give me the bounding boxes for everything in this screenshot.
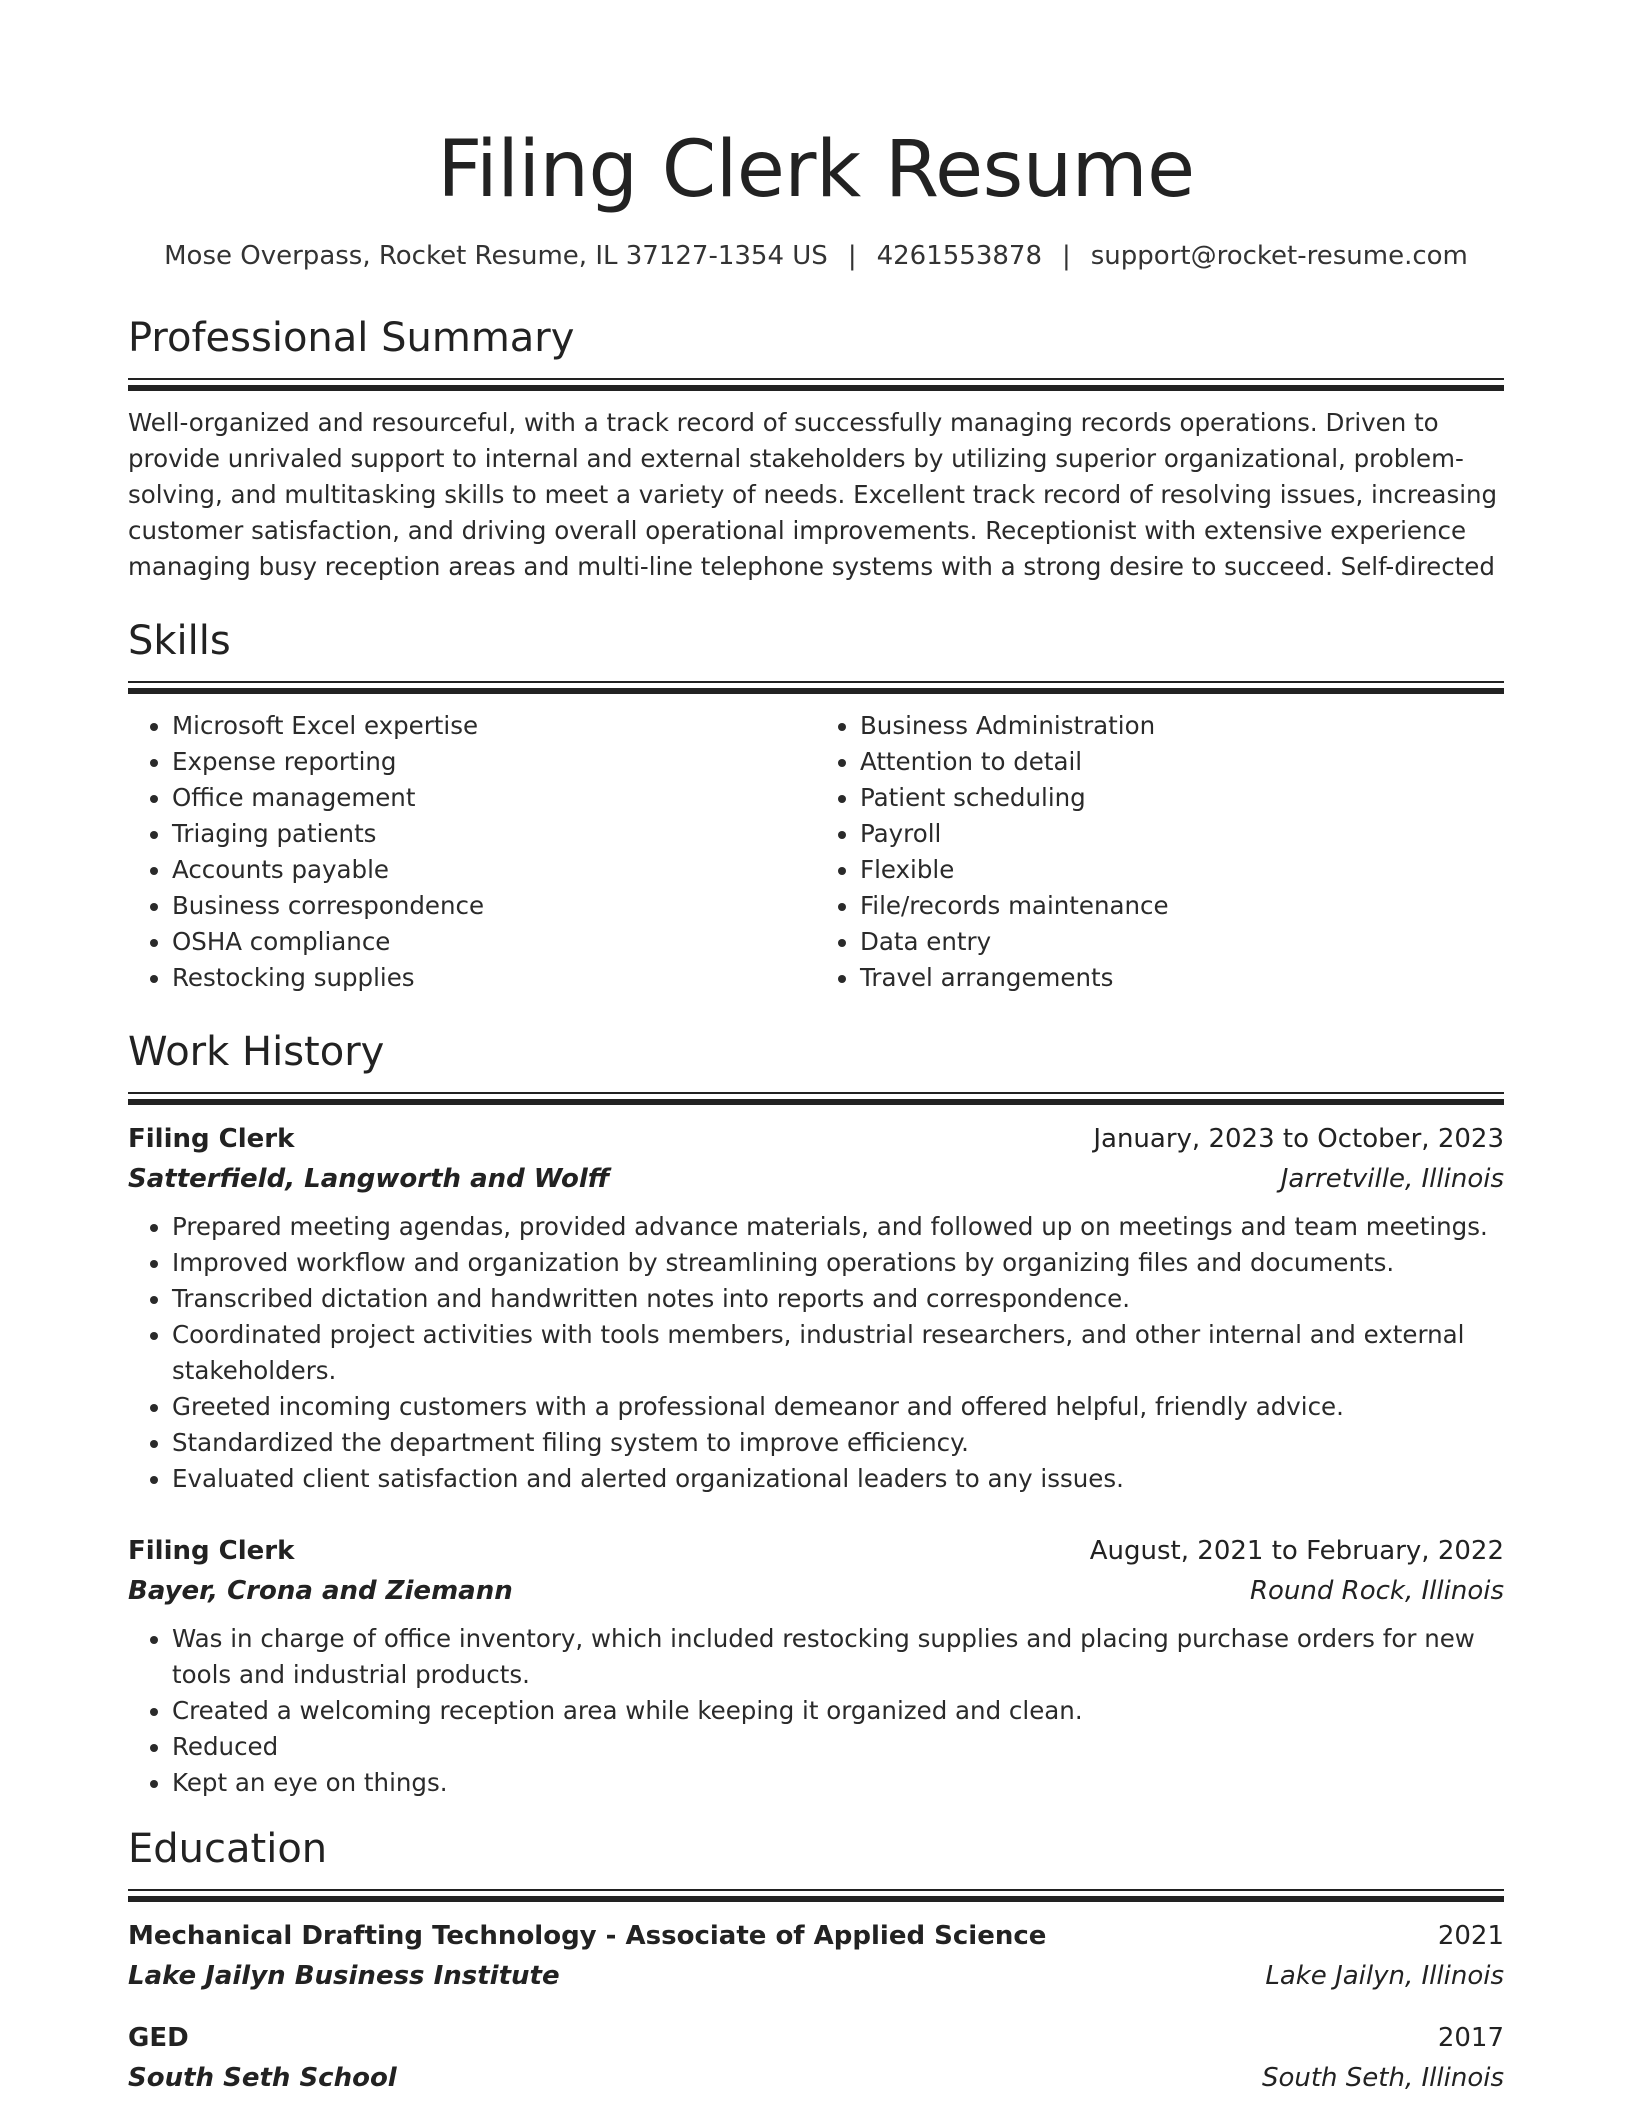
job-bullet: • Was in charge of office inventory, which included restocking supplies and placing purchase orders for new tools and industrial products. <box>172 1621 1504 1693</box>
job-location: Round Rock, Illinois <box>1249 1576 1504 1606</box>
section-divider <box>128 681 1504 694</box>
job-company-row <box>128 1571 1504 1611</box>
job-bullets <box>128 1209 1504 1497</box>
summary-heading: Professional Summary <box>128 315 575 361</box>
job-bullet: • Coordinated project activities with tools members, industrial researchers, and other internal and external stakeholders. <box>172 1317 1504 1389</box>
job-bullet: • Greeted incoming customers with a professional demeanor and offered helpful, friendly advice. <box>172 1389 1504 1425</box>
skill-item: • OSHA compliance <box>172 924 816 960</box>
skill-item: • File/records maintenance <box>860 888 1504 924</box>
education-location: South Seth, Illinois <box>1261 2063 1504 2093</box>
education-entry <box>128 1916 1504 1996</box>
skills-column-right <box>816 708 1504 996</box>
job-company-row <box>128 1159 1504 1199</box>
job-header-row <box>128 1119 1504 1159</box>
education-degree: GED <box>128 2023 189 2053</box>
summary-text: Well-organized and resourceful, with a track record of successfully managing records operations. Driven to provide unrivaled support to internal and external stakeholders by utilizing superior organizational, problem-solving, and multitasking skills to meet a variety of needs. Excellent track record of resolving issues, increasing customer satisfaction, and driving overall operational improvements. Receptionist with extensive experience managing busy reception areas and multi-line telephone systems with a strong desire to succeed. Self-directed <box>128 408 1498 581</box>
skill-item: • Accounts payable <box>172 852 816 888</box>
skill-item: • Business Administration <box>860 708 1504 744</box>
job-bullet: • Transcribed dictation and handwritten notes into reports and correspondence. <box>172 1281 1504 1317</box>
work-heading: Work History <box>128 1029 385 1075</box>
contact-separator: | <box>847 241 857 271</box>
education-year: 2021 <box>1437 1921 1504 1951</box>
skills-column-left <box>128 708 816 996</box>
education-school: South Seth School <box>128 2063 397 2093</box>
job-company: Bayer, Crona and Ziemann <box>128 1576 513 1606</box>
skill-item: • Office management <box>172 780 816 816</box>
contact-phone: 4261553878 <box>876 241 1042 271</box>
job-bullet: • Kept an eye on things. <box>172 1765 1504 1801</box>
job-title: Filing Clerk <box>128 1124 295 1154</box>
education-school: Lake Jailyn Business Institute <box>128 1961 560 1991</box>
work-section <box>128 1026 1504 1801</box>
education-location: Lake Jailyn, Illinois <box>1265 1961 1504 1991</box>
skills-heading: Skills <box>128 618 231 664</box>
job-bullet: • Reduced <box>172 1729 1504 1765</box>
job-dates: January, 2023 to October, 2023 <box>1093 1124 1504 1154</box>
education-degree: Mechanical Drafting Technology - Associate of Applied Science <box>128 1921 1047 1951</box>
skill-item: • Restocking supplies <box>172 960 816 996</box>
job-bullet: • Evaluated client satisfaction and alerted organizational leaders to any issues. <box>172 1461 1504 1497</box>
summary-section <box>128 312 1504 585</box>
education-section <box>128 1823 1504 2098</box>
skill-item: • Patient scheduling <box>860 780 1504 816</box>
section-divider <box>128 1889 1504 1902</box>
skills-columns <box>128 708 1504 996</box>
job-bullet: • Prepared meeting agendas, provided advance materials, and followed up on meetings and team meetings. <box>172 1209 1504 1245</box>
skill-item: • Business correspondence <box>172 888 816 924</box>
job-bullet: • Improved workflow and organization by streamlining operations by organizing files and documents. <box>172 1245 1504 1281</box>
job-bullet: • Standardized the department filing system to improve efficiency. <box>172 1425 1504 1461</box>
job-bullet: • Created a welcoming reception area while keeping it organized and clean. <box>172 1693 1504 1729</box>
skill-item: • Expense reporting <box>172 744 816 780</box>
job-bullets <box>128 1621 1504 1801</box>
contact-email: support@rocket-resume.com <box>1090 241 1468 271</box>
skill-item: • Attention to detail <box>860 744 1504 780</box>
education-heading: Education <box>128 1826 328 1872</box>
job-location: Jarretville, Illinois <box>1280 1164 1504 1194</box>
section-divider <box>128 378 1504 391</box>
contact-separator: | <box>1062 241 1071 271</box>
skill-item: • Data entry <box>860 924 1504 960</box>
skills-list <box>816 708 1504 996</box>
job-entry <box>128 1119 1504 1497</box>
education-year: 2017 <box>1437 2023 1504 2053</box>
skill-item: • Flexible <box>860 852 1504 888</box>
education-school-row <box>128 2058 1504 2098</box>
contact-line <box>128 238 1504 274</box>
job-header-row <box>128 1531 1504 1571</box>
education-entry <box>128 2018 1504 2098</box>
contact-address: Mose Overpass, Rocket Resume, IL 37127-1354 US <box>164 241 828 271</box>
skill-item: • Travel arrangements <box>860 960 1504 996</box>
education-degree-row <box>128 1916 1504 1956</box>
education-degree-row <box>128 2018 1504 2058</box>
skill-item: • Payroll <box>860 816 1504 852</box>
skill-item: • Triaging patients <box>172 816 816 852</box>
job-company: Satterfield, Langworth and Wolff <box>128 1164 610 1194</box>
education-school-row <box>128 1956 1504 1996</box>
skills-section <box>128 615 1504 996</box>
page-title: Filing Clerk Resume <box>437 125 1195 215</box>
skills-list <box>128 708 816 996</box>
skill-item: • Microsoft Excel expertise <box>172 708 816 744</box>
section-divider <box>128 1092 1504 1105</box>
job-dates: August, 2021 to February, 2022 <box>1089 1536 1504 1566</box>
job-title: Filing Clerk <box>128 1536 295 1566</box>
job-entry <box>128 1531 1504 1801</box>
